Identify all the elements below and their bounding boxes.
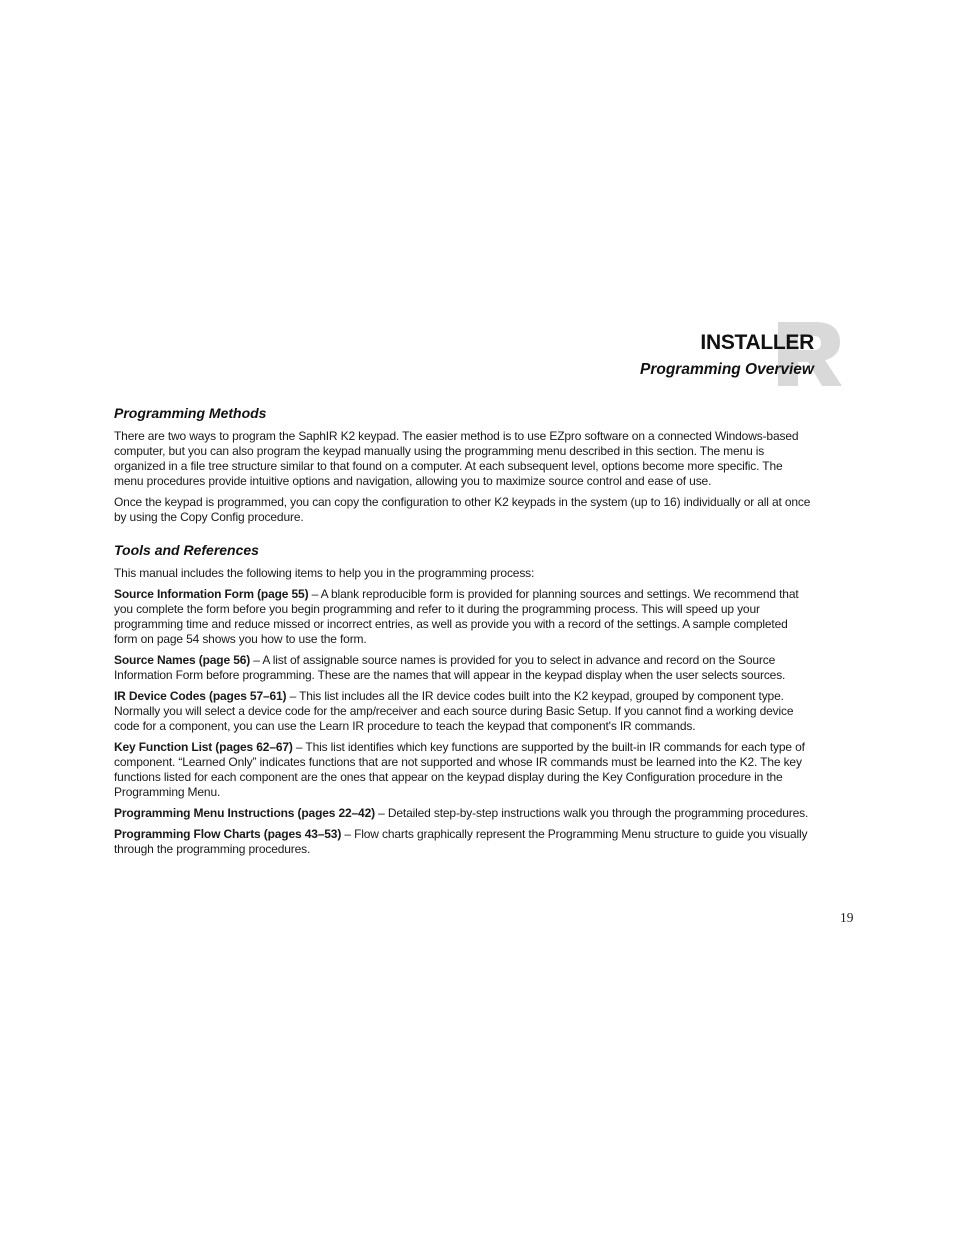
page-title: INSTALLER [700, 331, 814, 354]
reference-item-source-names [114, 653, 814, 683]
reference-description: – A list of assignable source names is provided for you to select in advance and record on the Source Information Form before programming. These are the names that will appear in the keypad display when the user selects sources. [114, 653, 786, 682]
reference-term: Source Names (page 56) [114, 653, 251, 667]
reference-item-flow-charts [114, 827, 814, 857]
section-heading-methods: Programming Methods [114, 405, 267, 421]
page-number: 19 [840, 910, 854, 925]
reference-item-key-functions [114, 740, 814, 800]
reference-item-source-form [114, 587, 814, 647]
reference-term: Key Function List (pages 62–67) [114, 740, 293, 754]
reference-description: – Flow charts graphically represent the Programming Menu structure to guide you visually through the programming procedures. [114, 827, 808, 856]
reference-item-ir-codes [114, 689, 814, 734]
reference-description: – Detailed step-by-step instructions walk you through the programming procedures. [374, 806, 809, 820]
section-header [640, 330, 814, 382]
main-content [114, 404, 814, 863]
reference-description: – This list includes all the IR device codes built into the K2 keypad, grouped by component type. Normally you will select a device code for the amp/receiver and each source during Basic Setup. If you cannot find a working device code for a component, you can use the Learn IR procedure to teach the keypad that component's IR commands. [114, 689, 794, 733]
reference-term: Programming Flow Charts (pages 43–53) [114, 827, 342, 841]
reference-description: – This list identifies which key functions are supported by the built-in IR commands for each type of component. “Learned Only” indicates functions that are not supported and whose IR commands must be learned into the K2. The key functions listed for each component are the ones that appear on the keypad display during the Key Configuration procedure in the Programming Menu. [114, 740, 805, 799]
paragraph: There are two ways to program the SaphIR K2 keypad. The easier method is to use EZpro software on a connected Windows-based computer, but you can also program the keypad manually using the programming menu described in this section. The menu is organized in a file tree structure similar to that found on a computer. At each subsequent level, options become more specific. The menu procedures provide intuitive options and navigation, allowing you to maximize source control and ease of use. [114, 429, 799, 488]
paragraph: Once the keypad is programmed, you can copy the configuration to other K2 keypads in the system (up to 16) individually or all at once by using the Copy Config procedure. [114, 495, 811, 524]
reference-description: – A blank reproducible form is provided for planning sources and settings. We recommend that you complete the form before you begin programming and refer to it during the programming process. This will speed up your programming time and reduce missed or incorrect entries, as well as provide you with a record of the settings. A sample completed form on page 54 shows you how to use the form. [114, 587, 799, 646]
page-subtitle: Programming Overview [639, 361, 814, 378]
section-heading-tools: Tools and References [114, 542, 259, 558]
reference-term: Programming Menu Instructions (pages 22–42) [114, 806, 375, 820]
paragraph: This manual includes the following items to help you in the programming process: [114, 566, 535, 580]
reference-term: IR Device Codes (pages 57–61) [114, 689, 287, 703]
reference-term: Source Information Form (page 55) [114, 587, 309, 601]
reference-item-menu-instructions [114, 806, 814, 821]
